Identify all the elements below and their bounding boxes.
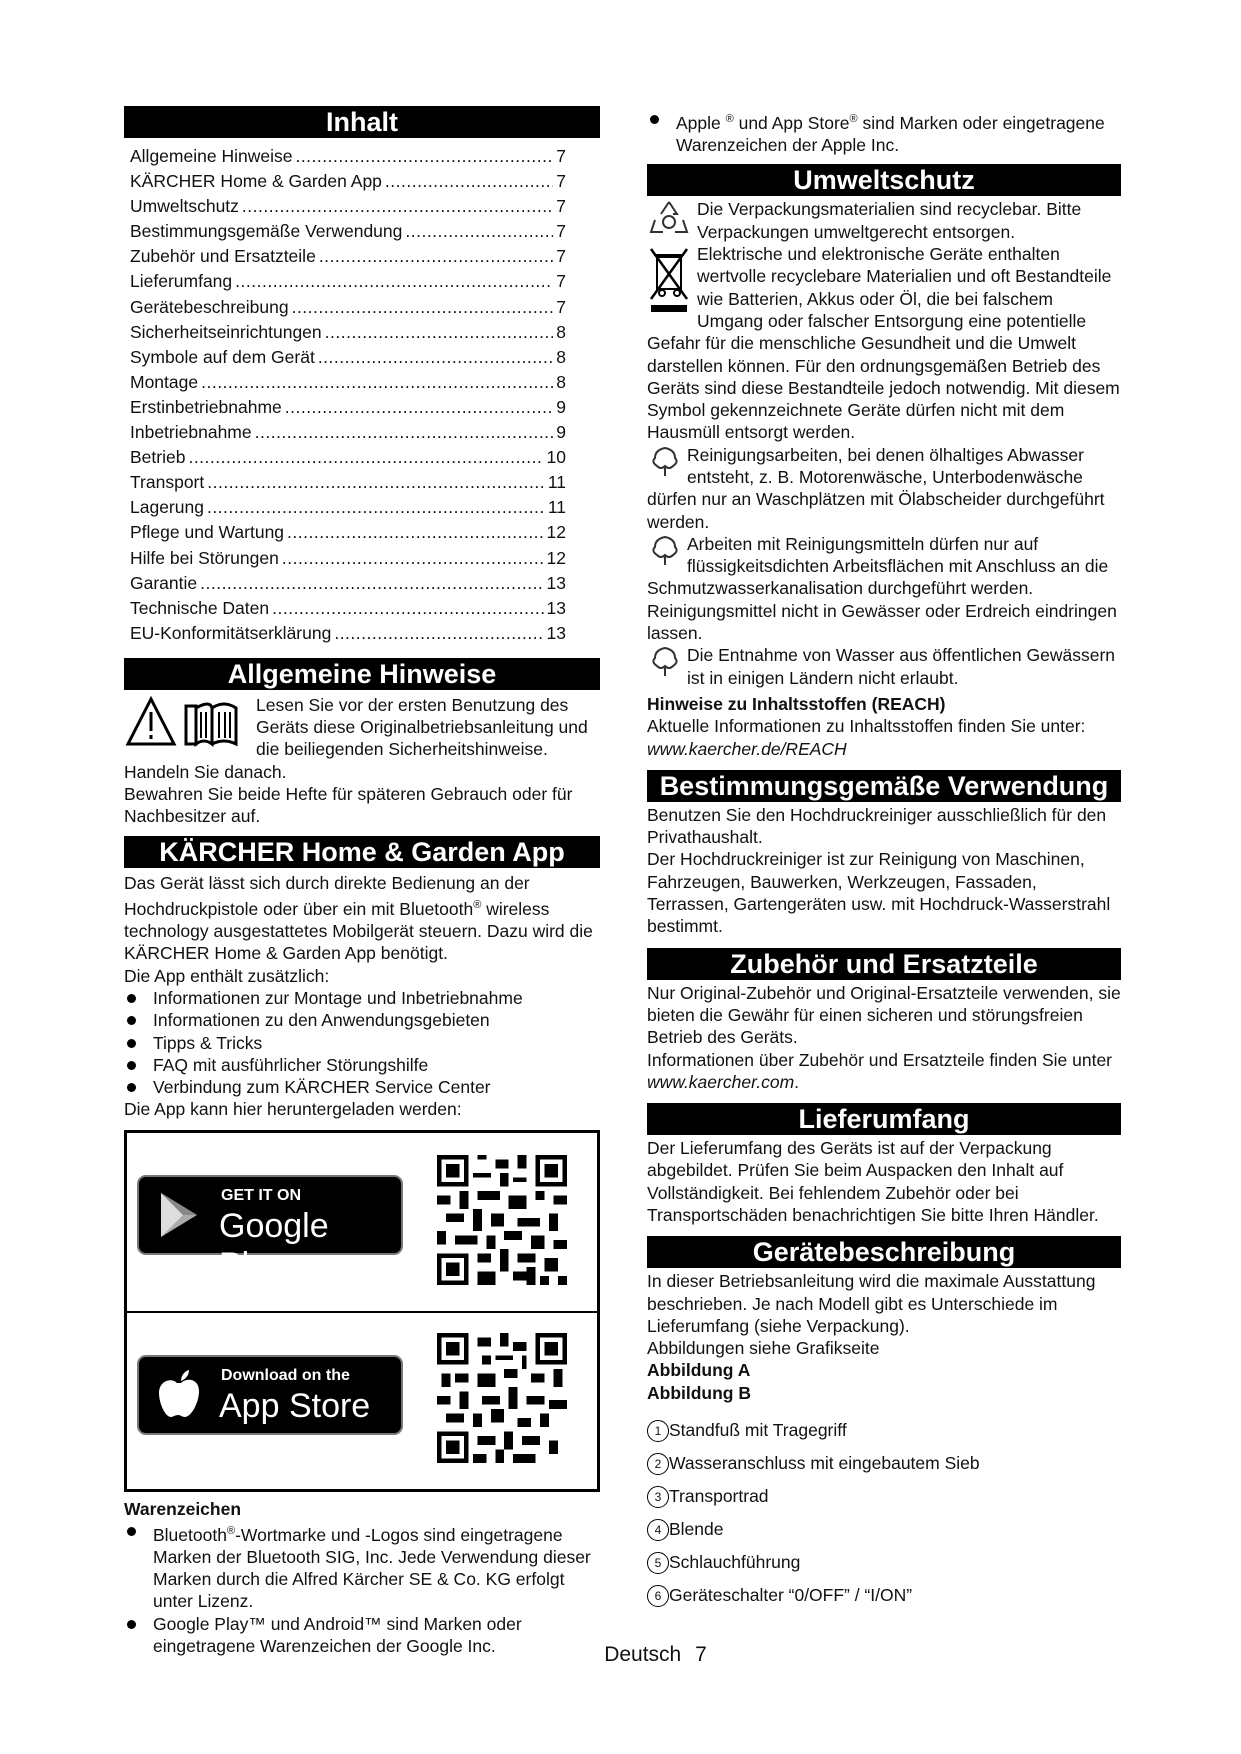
toc-entry[interactable] bbox=[130, 244, 600, 269]
app-heading: KÄRCHER Home & Garden App bbox=[124, 836, 600, 868]
toc-dot-leader bbox=[255, 420, 554, 445]
warenzeichen-list bbox=[124, 1520, 600, 1658]
toc-entry[interactable] bbox=[130, 269, 600, 294]
toc-dot-leader bbox=[235, 269, 553, 294]
toc-dot-leader bbox=[207, 470, 545, 495]
toc-entry[interactable] bbox=[130, 295, 600, 320]
list-item: FAQ mit ausführlicher Störungshilfe bbox=[124, 1054, 600, 1076]
allgemeine-text-2: Bewahren Sie beide Hefte für späteren Gebrauch oder für Nachbesitzer auf. bbox=[124, 784, 573, 827]
apple-icon bbox=[159, 1369, 203, 1421]
app-text-2: Die App enthält zusätzlich: bbox=[124, 965, 330, 986]
geraet-heading: Gerätebeschreibung bbox=[647, 1236, 1121, 1268]
water-protection-icon bbox=[647, 444, 683, 480]
toc-entry[interactable] bbox=[130, 445, 600, 470]
recycling-icon bbox=[647, 198, 691, 240]
toc-entry-page: 9 bbox=[556, 396, 566, 417]
toc-entry-page: 7 bbox=[556, 146, 566, 166]
toc-entry[interactable] bbox=[130, 520, 600, 545]
water-protection-icon bbox=[647, 644, 683, 680]
zubehoer-heading: Zubehör und Ersatzteile bbox=[647, 948, 1121, 980]
list-item: Informationen zur Montage und Inbetriebnahme bbox=[124, 987, 600, 1009]
abbildung-b: Abbildung B bbox=[647, 1382, 752, 1403]
zubehoer-section bbox=[647, 982, 1121, 1093]
toc-entry-title: Umweltschutz bbox=[130, 196, 239, 217]
toc-entry-title: Betrieb bbox=[130, 447, 186, 468]
toc-dot-leader bbox=[287, 520, 544, 545]
toc-dot-leader bbox=[188, 445, 543, 470]
google-play-badge[interactable]: GET IT ON Google Play bbox=[137, 1175, 403, 1255]
toc-entry-title: Hilfe bei Störungen bbox=[130, 547, 279, 568]
qr-code-icon bbox=[437, 1333, 567, 1463]
warenzeichen-list-continued bbox=[647, 108, 1121, 156]
toc-entry-page: 7 bbox=[556, 271, 566, 292]
list-item: 1 Standfuß mit Tragegriff bbox=[647, 1414, 1121, 1447]
toc-dot-leader bbox=[318, 345, 553, 370]
toc-dot-leader bbox=[242, 194, 553, 219]
toc-entry[interactable] bbox=[130, 395, 600, 420]
bestimmung-text-1: Benutzen Sie den Hochdruckreiniger ausschließlich für den Privathaushalt. bbox=[647, 804, 1107, 848]
umwelt-text-3: Reinigungsarbeiten, bei denen ölhaltiges Abwasser entsteht, z. B. Motorenwäsche, Unterbodenwäsche dürfen nur an Waschplätzen mit Ölabscheider durchgeführt werden. bbox=[647, 444, 1105, 532]
umwelt-text-2: Elektrische und elektronische Geräte enthalten wertvolle recyclebare Materialien und oft Bestandteile wie Batterien, Akkus oder Öl, die bei falschem Umgang oder falscher Entsorgung eine potentielle Gefahr für die menschliche Gesundheit und die Umwelt darstellen können. Für den ordnungsgemäßen Betrieb des Geräts sind diese Bestandteile jedoch notwendig. Mit diesem Symbol gekennzeichnete Geräte dürfen nicht mit dem Hausmüll entsorgt werden. bbox=[647, 244, 1120, 443]
toc-entry-title: EU-Konformitätserklärung bbox=[130, 622, 332, 643]
toc-dot-leader bbox=[385, 169, 553, 194]
geraet-text-1: In dieser Betriebsanleitung wird die maximale Ausstattung beschrieben. Je nach Modell gibt es Unterschiede im Lieferumfang (siehe Verpackung). bbox=[647, 1271, 1096, 1336]
list-item: 6 Geräteschalter “0/OFF” / “I/ON” bbox=[647, 1579, 1121, 1612]
app-download-box bbox=[124, 1130, 600, 1492]
kaercher-link[interactable]: www.kaercher.com bbox=[647, 1071, 795, 1092]
allgemeine-text-1: Lesen Sie vor der ersten Benutzung des Geräts diese Originalbetriebsanleitung und die beiliegenden Sicherheitshinweise. Handeln Sie danach. bbox=[124, 694, 588, 782]
toc-dot-leader bbox=[295, 144, 553, 169]
toc-entry-page: 7 bbox=[556, 171, 566, 192]
toc-entry-title: Sicherheitseinrichtungen bbox=[130, 321, 322, 342]
toc-entry[interactable] bbox=[130, 320, 600, 345]
page-footer bbox=[0, 1643, 1241, 1667]
list-item: Tipps & Tricks bbox=[124, 1032, 600, 1054]
left-column bbox=[124, 106, 600, 1657]
qr-code-icon bbox=[437, 1155, 567, 1285]
zubehoer-text-2: Informationen über Zubehör und Ersatzteile finden Sie unter www.kaercher.com. bbox=[647, 1049, 1113, 1092]
allgemeine-heading: Allgemeine Hinweise bbox=[124, 658, 600, 690]
app-section bbox=[124, 872, 600, 1658]
bestimmung-heading: Bestimmungsgemäße Verwendung bbox=[647, 770, 1121, 802]
liefer-section bbox=[647, 1137, 1121, 1226]
toc-entry-title: Lieferumfang bbox=[130, 271, 233, 292]
toc-entry[interactable] bbox=[130, 194, 600, 219]
app-text-3: Die App kann hier heruntergeladen werden: bbox=[124, 1099, 462, 1120]
toc-dot-leader bbox=[282, 546, 544, 571]
list-item: 4 Blende bbox=[647, 1513, 1121, 1546]
footer-language: Deutsch bbox=[604, 1643, 682, 1666]
toc-entry-title: Gerätebeschreibung bbox=[130, 296, 289, 317]
toc-entry-page: 12 bbox=[546, 547, 566, 568]
toc-entry[interactable] bbox=[130, 370, 600, 395]
table-of-contents bbox=[130, 144, 600, 646]
toc-entry-title: KÄRCHER Home & Garden App bbox=[130, 171, 382, 192]
toc-entry-title: Erstinbetriebnahme bbox=[130, 396, 282, 417]
toc-entry-page: 8 bbox=[556, 371, 566, 392]
app-text-1: Das Gerät lässt sich durch direkte Bedienung an der Hochdruckpistole oder über ein mit Bluetooth® wireless technology ausgestattetes Mobilgerät steuern. Dazu wird die KÄRCHER Home & Garden App benötigt. bbox=[124, 872, 593, 964]
component-list bbox=[647, 1414, 1121, 1612]
list-item: Apple ® und App Store® sind Marken oder eingetragene Warenzeichen der Apple Inc. bbox=[647, 108, 1121, 156]
toc-entry-title: Inbetriebnahme bbox=[130, 422, 252, 443]
toc-dot-leader bbox=[325, 320, 554, 345]
umwelt-heading: Umweltschutz bbox=[647, 164, 1121, 196]
toc-dot-leader bbox=[285, 395, 554, 420]
toc-entry-title: Symbole auf dem Gerät bbox=[130, 346, 315, 367]
toc-entry-page: 9 bbox=[556, 422, 566, 443]
toc-entry-page: 7 bbox=[556, 221, 566, 242]
list-item: Informationen zu den Anwendungsgebieten bbox=[124, 1009, 600, 1031]
toc-entry-page: 10 bbox=[546, 447, 566, 468]
zubehoer-text-1: Nur Original-Zubehör und Original-Ersatzteile verwenden, sie bieten die Gewähr für einen sicheren und störungsfreien Betrieb des Geräts. bbox=[647, 982, 1121, 1048]
toc-entry-page: 11 bbox=[547, 472, 566, 493]
reach-heading: Hinweise zu Inhaltsstoffen (REACH) bbox=[647, 693, 946, 714]
toc-entry[interactable] bbox=[130, 621, 600, 646]
toc-entry-page: 13 bbox=[546, 572, 566, 593]
toc-entry[interactable] bbox=[130, 571, 600, 596]
toc-dot-leader bbox=[200, 571, 543, 596]
bestimmung-text-2: Der Hochdruckreiniger ist zur Reinigung von Maschinen, Fahrzeugen, Bauwerken, Werkzeugen, Fassaden, Terrassen, Gartengeräten usw. mit Hochdruck-Wasserstrahl bestimmt. bbox=[647, 849, 1111, 937]
toc-dot-leader bbox=[201, 370, 553, 395]
toc-entry-page: 12 bbox=[546, 522, 566, 543]
app-store-badge[interactable]: Download on the App Store bbox=[137, 1355, 403, 1435]
toc-entry-title: Allgemeine Hinweise bbox=[130, 146, 293, 166]
list-item: 3 Transportrad bbox=[647, 1480, 1121, 1513]
toc-entry[interactable] bbox=[130, 596, 600, 621]
toc-dot-leader bbox=[272, 596, 543, 621]
toc-entry-page: 8 bbox=[556, 346, 566, 367]
toc-entry-page: 13 bbox=[546, 597, 566, 618]
toc-entry-page: 7 bbox=[556, 246, 566, 267]
toc-entry-page: 7 bbox=[556, 296, 566, 317]
reach-link[interactable]: www.kaercher.de/REACH bbox=[647, 738, 847, 759]
umwelt-text-4: Arbeiten mit Reinigungsmitteln dürfen nur auf flüssigkeitsdichten Arbeitsflächen mit Anschluss an die Schmutzwasserkanalisation durchgeführt werden. Reinigungsmittel nicht in Gewässer oder Erdreich eindringen lassen. bbox=[647, 533, 1117, 644]
warning-manual-icon bbox=[124, 694, 248, 750]
toc-entry-title: Bestimmungsgemäße Verwendung bbox=[130, 221, 403, 242]
toc-entry[interactable] bbox=[130, 345, 600, 370]
toc-dot-leader bbox=[207, 495, 545, 520]
toc-entry[interactable] bbox=[130, 546, 600, 571]
toc-dot-leader bbox=[405, 219, 553, 244]
toc-entry[interactable] bbox=[130, 495, 600, 520]
toc-entry[interactable] bbox=[130, 420, 600, 445]
toc-entry-title: Zubehör und Ersatzteile bbox=[130, 246, 316, 267]
water-protection-icon bbox=[647, 533, 683, 569]
app-store-panel bbox=[127, 1311, 597, 1491]
toc-entry-page: 13 bbox=[546, 622, 566, 643]
allgemeine-section bbox=[124, 694, 600, 828]
umwelt-text-5: Die Entnahme von Wasser aus öffentlichen Gewässern ist in einigen Ländern nicht erlaubt. bbox=[687, 645, 1115, 688]
reach-text: Aktuelle Informationen zu Inhaltsstoffen finden Sie unter: www.kaercher.de/REACH bbox=[647, 716, 1086, 759]
list-item: Bluetooth®-Wortmarke und -Logos sind eingetragene Marken der Bluetooth SIG, Inc. Jede Verwendung dieser Marken durch die Alfred Kärcher SE & Co. KG erfolgt unter Lizenz. bbox=[124, 1520, 600, 1613]
list-item: 2 Wasseranschluss mit eingebautem Sieb bbox=[647, 1447, 1121, 1480]
toc-entry-page: 7 bbox=[556, 196, 566, 217]
right-column bbox=[647, 108, 1121, 1612]
list-item: Verbindung zum KÄRCHER Service Center bbox=[124, 1076, 600, 1098]
list-item: 5 Schlauchführung bbox=[647, 1546, 1121, 1579]
toc-entry-title: Pflege und Wartung bbox=[130, 522, 285, 543]
footer-page-number: 7 bbox=[695, 1643, 707, 1666]
toc-entry[interactable] bbox=[130, 470, 600, 495]
abbildung-a: Abbildung A bbox=[647, 1360, 751, 1381]
toc-dot-leader bbox=[292, 295, 554, 320]
umwelt-text-1: Die Verpackungsmaterialien sind recyclebar. Bitte Verpackungen umweltgerecht entsorgen. bbox=[697, 199, 1082, 242]
toc-entry[interactable] bbox=[130, 219, 600, 244]
google-play-panel bbox=[127, 1133, 597, 1311]
toc-entry-title: Montage bbox=[130, 371, 199, 392]
toc-entry-title: Lagerung bbox=[130, 497, 204, 518]
app-feature-list bbox=[124, 987, 600, 1098]
toc-entry-page: 11 bbox=[547, 497, 566, 518]
geraet-text-2: Abbildungen siehe Grafikseite bbox=[647, 1338, 880, 1359]
liefer-text: Der Lieferumfang des Geräts ist auf der Verpackung abgebildet. Prüfen Sie beim Auspacken den Inhalt auf Vollständigkeit. Bei fehlendem Zubehör oder bei Transportschäden benachrichtigen Sie bitte Ihren Händler. bbox=[647, 1138, 1099, 1225]
liefer-heading: Lieferumfang bbox=[647, 1103, 1121, 1135]
toc-entry-page: 8 bbox=[556, 321, 566, 342]
toc-heading: Inhalt bbox=[124, 106, 600, 138]
list-item: Google Play™ und Android™ sind Marken oder eingetragene Warenzeichen der Google Inc. bbox=[124, 1613, 600, 1658]
warenzeichen-heading: Warenzeichen bbox=[124, 1498, 242, 1519]
geraet-section bbox=[647, 1270, 1121, 1612]
bestimmung-section bbox=[647, 804, 1121, 938]
toc-entry-title: Technische Daten bbox=[130, 597, 270, 618]
umwelt-section bbox=[647, 198, 1121, 759]
toc-entry-title: Transport bbox=[130, 472, 205, 493]
google-play-icon bbox=[153, 1189, 205, 1241]
toc-entry[interactable] bbox=[130, 169, 600, 194]
toc-entry-title: Garantie bbox=[130, 572, 198, 593]
toc-entry[interactable] bbox=[130, 144, 600, 169]
crossed-bin-icon bbox=[647, 243, 691, 327]
toc-dot-leader bbox=[334, 621, 543, 646]
toc-dot-leader bbox=[319, 244, 553, 269]
